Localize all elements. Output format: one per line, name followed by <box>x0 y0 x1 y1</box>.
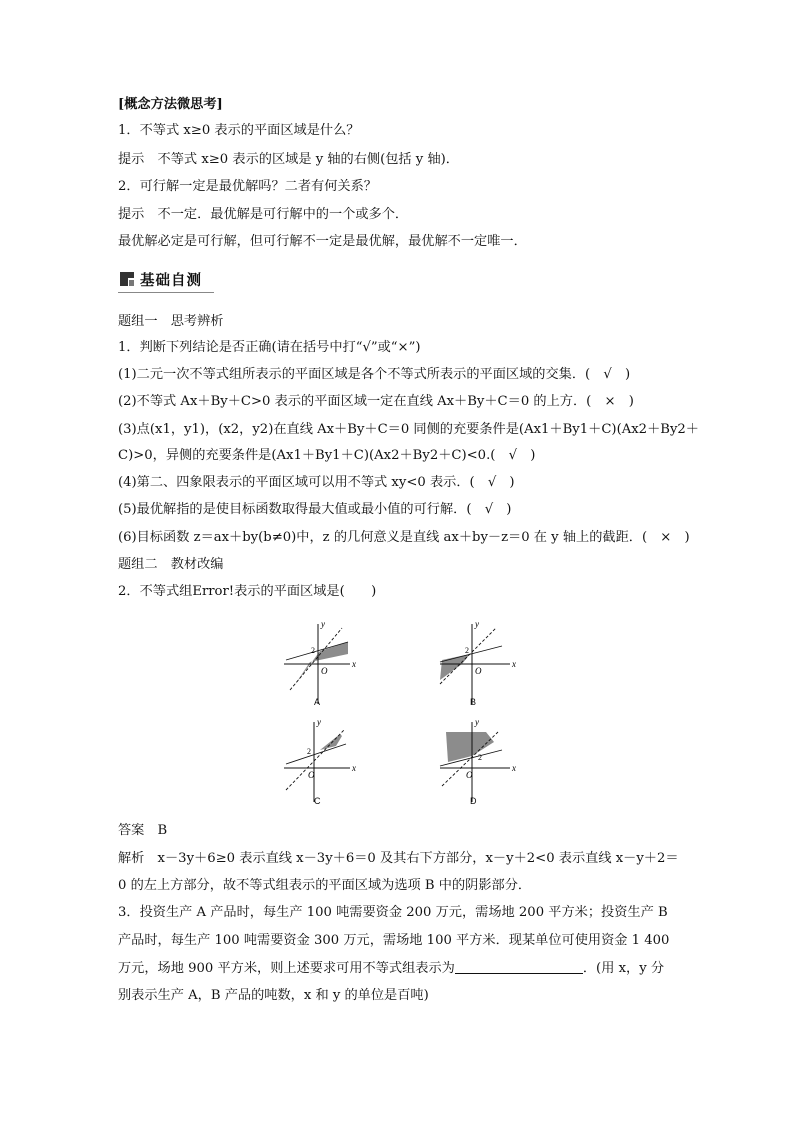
question-1-item: (6)目标函数 z＝ax＋by(b≠0)中，z 的几何意义是直线 ax＋by－z＝0 在 y 轴上的截距．( × ) <box>118 530 690 545</box>
x-axis-label: x <box>352 763 356 773</box>
question-1-item: C)>0，异侧的充要条件是(Ax1＋By1＋C)(Ax2＋By2＋C)<0.( √ ) <box>118 448 536 463</box>
question-1-item: (2)不等式 Ax＋By＋C>0 表示的平面区域一定在直线 Ax＋By＋C＝0 的上方．( × ) <box>118 394 634 409</box>
x-axis-label: x <box>512 659 516 669</box>
concept-answer-1: 提示 不等式 x≥0 表示的区域是 y 轴的右侧(包括 y 轴)． <box>118 152 459 167</box>
question-1-item: (5)最优解指的是使目标函数取得最大值或最小值的可行解．( √ ) <box>118 502 512 517</box>
group-1-title: 题组一 思考辨析 <box>118 314 224 329</box>
concept-answer-2-cont: 最优解必定是可行解，但可行解不一定是最优解，最优解不一定唯一． <box>118 234 527 249</box>
graph-option-c <box>280 716 360 804</box>
question-3-line-1: 3．投资生产 A 产品时，每生产 100 吨需要资金 200 万元，需场地 200 平方米；投资生产 B <box>118 905 668 920</box>
y-axis-label: y <box>317 717 321 727</box>
section-underline <box>118 292 214 293</box>
section-title: 基础自测 <box>140 273 202 289</box>
graph-option-b <box>436 618 516 706</box>
answer-blank[interactable] <box>455 959 583 974</box>
analysis-line-1: 解析 x－3y＋6≥0 表示直线 x－3y＋6＝0 及其右下方部分，x－y＋2<0 表示直线 x－y＋2＝ <box>118 851 679 866</box>
section-square-icon <box>120 272 134 286</box>
intercept-label: 2 <box>307 747 311 756</box>
question-3-line-3-end: ．(用 x，y 分 <box>582 961 665 976</box>
x-axis-label: x <box>352 659 356 669</box>
concept-question-1: 1．不等式 x≥0 表示的平面区域是什么？ <box>118 123 360 138</box>
shaded-region <box>320 734 342 750</box>
y-axis-label: y <box>321 619 325 629</box>
section-heading <box>118 268 214 294</box>
intercept-label: 2 <box>465 646 469 655</box>
origin-label: O <box>321 666 328 676</box>
graph-b-label: B <box>470 697 477 707</box>
question-3-line-2: 产品时，每生产 100 吨需要资金 300 万元，需场地 100 平方米．现某单位可使用资金 1 400 <box>118 933 670 948</box>
question-1-item: (3)点(x1，y1)，(x2，y2)在直线 Ax＋By＋C＝0 同侧的充要条件是(Ax1＋By1＋C)(Ax2＋By2＋ <box>118 422 699 437</box>
graph-option-d <box>436 716 516 804</box>
concept-question-2: 2．可行解一定是最优解吗？二者有何关系？ <box>118 179 377 194</box>
origin-label: O <box>475 666 482 676</box>
question-1-item: (1)二元一次不等式组所表示的平面区域是各个不等式所表示的平面区域的交集．( √ ) <box>118 367 631 382</box>
origin-label: O <box>466 770 473 780</box>
question-3-line-3-start: 万元，场地 900 平方米，则上述要求可用不等式组表示为 <box>118 961 455 976</box>
dashed-boundary-line <box>286 730 344 790</box>
question-2-text: 2．不等式组Error!表示的平面区域是( ) <box>118 584 377 599</box>
question-3-line-3 <box>118 959 664 978</box>
shaded-region <box>446 732 494 762</box>
solid-boundary-line <box>440 646 502 662</box>
origin-label: O <box>308 770 315 780</box>
y-axis-label: y <box>475 717 479 727</box>
graph-a-label: A <box>314 697 321 707</box>
intercept-label: 2 <box>478 753 482 762</box>
graph-option-a <box>280 618 360 706</box>
analysis-line-2: 0 的左上方部分，故不等式组表示的平面区域为选项 B 中的阴影部分． <box>118 878 532 893</box>
concept-header: [概念方法微思考] <box>118 97 223 112</box>
x-axis-label: x <box>512 763 516 773</box>
question-1-item: (4)第二、四象限表示的平面区域可以用不等式 xy<0 表示．( √ ) <box>118 475 515 490</box>
group-2-title: 题组二 教材改编 <box>118 557 224 572</box>
graph-d-label: D <box>470 796 477 806</box>
intercept-label: 2 <box>311 646 315 655</box>
y-axis-label: y <box>475 619 479 629</box>
answer-line: 答案 B <box>118 823 168 838</box>
dashed-boundary-line <box>290 628 342 690</box>
concept-answer-2: 提示 不一定．最优解是可行解中的一个或多个． <box>118 207 409 222</box>
solid-boundary-line <box>286 744 346 764</box>
question-3-line-4: 别表示生产 A，B 产品的吨数，x 和 y 的单位是百吨) <box>118 988 429 1003</box>
question-1-intro: 1．判断下列结论是否正确(请在括号中打“√”或“×”) <box>118 340 421 355</box>
graph-c-label: C <box>314 796 321 806</box>
